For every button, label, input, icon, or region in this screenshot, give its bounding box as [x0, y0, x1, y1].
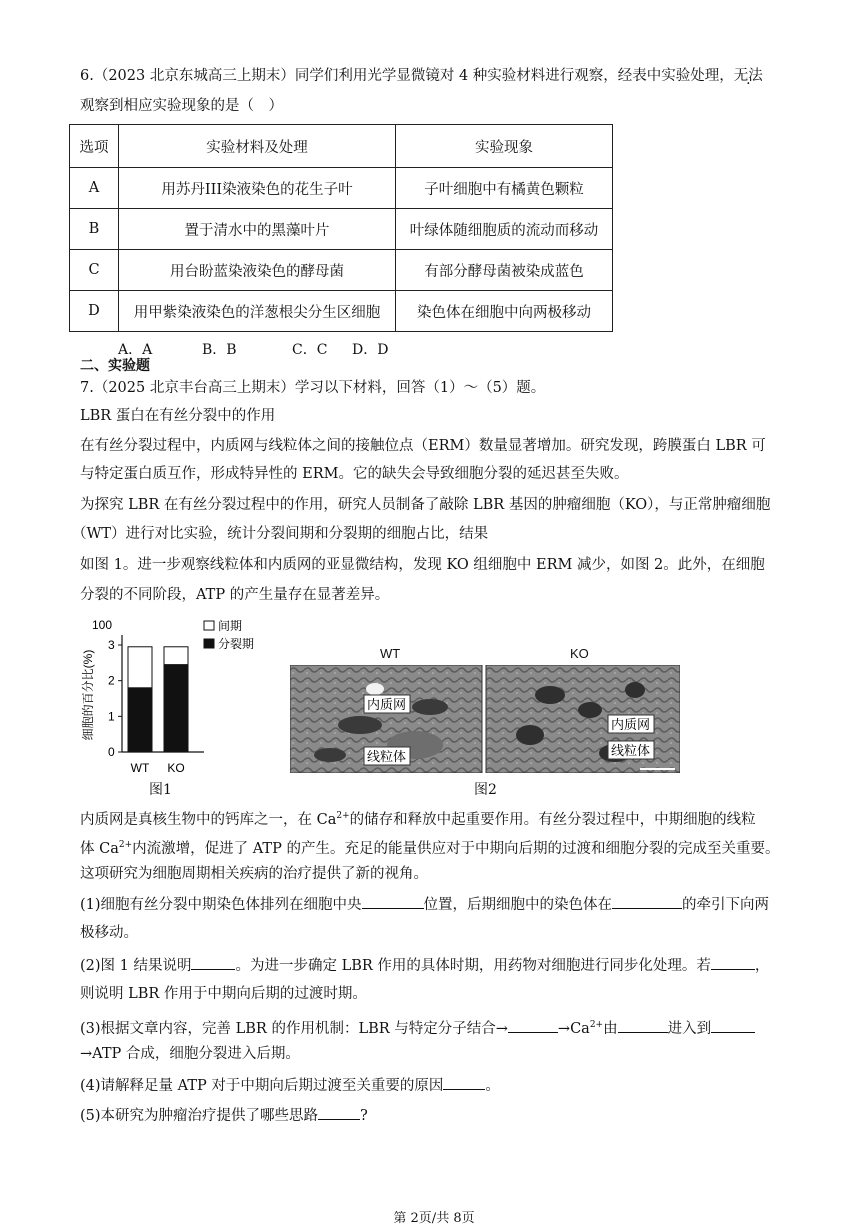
table-header-cell: 实验现象 — [396, 125, 613, 168]
table-row — [70, 250, 613, 291]
ko-mito-label: 线粒体 — [611, 744, 651, 759]
bar-division-KO — [164, 665, 188, 752]
y-tick-label: 2 — [108, 673, 115, 688]
q7-paragraph1-line1: 在有丝分裂过程中，内质网与线粒体之间的接触位点（ERM）数量显著增加。研究发现，跨膜蛋白 LBR 可 — [80, 438, 766, 454]
bar-interphase-KO — [164, 647, 188, 665]
q7-paragraph2-line1: 为探究 LBR 在有丝分裂过程中的作用，研究人员制备了敲除 LBR 基因的肿瘤细胞（KO），与正常肿瘤细胞 — [80, 497, 771, 513]
q6-choices — [118, 339, 388, 359]
table-cell: 有部分酵母菌被染成蓝色 — [396, 250, 613, 291]
choice-c[interactable]: C．C — [292, 342, 328, 358]
legend-swatch-interphase — [204, 621, 214, 630]
legend-swatch-division — [204, 639, 214, 648]
table-cell: 用台盼蓝染液染色的酵母菌 — [119, 250, 396, 291]
q7-sub2-line2: 则说明 LBR 作用于中期向后期的过渡时期。 — [80, 986, 367, 1002]
text-span: 。为进一步确定 LBR 作用的具体时期，用药物对细胞进行同步化处理。若 — [235, 958, 711, 974]
text-span: 内流激增，促进了 ATP 的产生。充足的能量供应对于中期向后期的过渡和细胞分裂的完成至关重要。 — [132, 840, 780, 857]
text-span: ? — [360, 1108, 368, 1124]
y-tick-label: 0 — [108, 745, 115, 759]
mitochondrion — [625, 682, 645, 698]
q7-sub1-line1 — [80, 894, 769, 915]
text-span: 体 Ca — [80, 840, 119, 857]
answer-blank[interactable] — [612, 894, 682, 909]
table-cell: 置于清水中的黑藻叶片 — [119, 209, 396, 250]
q7-sub1-line2: 极移动。 — [80, 925, 138, 941]
text-span: ， — [754, 958, 770, 974]
figure2-label-wt: WT — [380, 646, 401, 661]
mitochondrion — [412, 699, 448, 715]
q7-sub4 — [80, 1075, 500, 1096]
q7-paragraph4-line2 — [80, 835, 779, 859]
q7-paragraph3-line1: 如图 1。进一步观察线粒体和内质网的亚显微结构，发现 KO 组细胞中 ERM 减少，如图 2。此外，在细胞 — [80, 557, 765, 573]
text-span: →Ca — [557, 1020, 590, 1037]
q7-sub5 — [80, 1105, 368, 1126]
q7-paragraph4-line3: 这项研究为细胞周期相关疾病的治疗提供了新的视角。 — [80, 866, 428, 882]
table-header-cell: 实验材料及处理 — [119, 125, 396, 168]
q6-stem-line1 — [80, 66, 763, 86]
figure1-caption: 图1 — [149, 782, 172, 798]
q6-stem-line2: 观察到相应实验现象的是（ ） — [80, 98, 283, 114]
choice-a[interactable]: A．A — [118, 342, 153, 358]
q6-stem-emphasis: 无法 — [733, 68, 763, 84]
ko-er-label: 内质网 — [611, 718, 651, 733]
y-axis-label: 细胞的百分比(%) — [81, 649, 95, 741]
figure2-micrographs — [290, 665, 680, 773]
text-span: 内质网是真核生物中的钙库之一，在 Ca — [80, 811, 337, 828]
vesicle — [366, 683, 384, 695]
table-row — [70, 291, 613, 332]
table-cell: 染色体在细胞中向两极移动 — [396, 291, 613, 332]
text-span: 由 — [603, 1020, 618, 1037]
x-tick-label: KO — [167, 761, 185, 775]
figure2-label-ko: KO — [570, 646, 589, 661]
mitochondrion — [338, 716, 382, 734]
text-span: (4)请解释足量 ATP 对于中期向后期过渡至关重要的原因 — [80, 1078, 444, 1094]
q6-options-table — [69, 124, 613, 332]
text-span: 的牵引下向两 — [682, 897, 770, 913]
table-header-cell: 选项 — [70, 125, 119, 168]
figure2-caption: 图2 — [474, 782, 497, 798]
superscript: 2+ — [589, 1020, 604, 1030]
table-row — [70, 209, 613, 250]
y-tick-label: 3 — [108, 638, 115, 652]
table-cell: 用苏丹III染液染色的花生子叶 — [119, 168, 396, 209]
answer-blank[interactable] — [191, 955, 235, 970]
text-span: 的储存和释放中起重要作用。有丝分裂过程中，中期细胞的线粒 — [349, 811, 756, 828]
text-span: 。 — [485, 1078, 500, 1094]
y-top-label: 100 — [92, 618, 113, 632]
text-span: (2)图 1 结果说明 — [80, 958, 192, 974]
superscript: 2+ — [118, 840, 133, 850]
wt-er-label: 内质网 — [367, 698, 407, 713]
answer-blank[interactable] — [318, 1105, 360, 1120]
q7-sub2-line1 — [80, 955, 769, 976]
section-heading: 二、实验题 — [80, 358, 150, 374]
table-cell: B — [70, 209, 119, 250]
bar-interphase-WT — [128, 647, 152, 688]
answer-blank[interactable] — [711, 1018, 755, 1033]
text-span: (1)细胞有丝分裂中期染色体排列在细胞中央 — [80, 897, 362, 913]
answer-blank[interactable] — [362, 894, 424, 909]
q7-paragraph3-line2: 分裂的不同阶段，ATP 的产生量存在显著差异。 — [80, 587, 390, 603]
table-cell: D — [70, 291, 119, 332]
q7-paragraph2-line2: （WT）进行对比实验，统计分裂间期和分裂期的细胞占比，结果 — [72, 526, 489, 542]
choice-b[interactable]: B．B — [202, 342, 237, 358]
q6-stem-text: 6.（2023 北京东城高三上期末）同学们利用光学显微镜对 4 种实验材料进行观察，经表中实验处理， — [80, 68, 734, 84]
choice-d[interactable]: D．D — [352, 342, 389, 358]
text-span: (5)本研究为肿瘤治疗提供了哪些思路 — [80, 1108, 319, 1124]
table-cell: 用甲紫染液染色的洋葱根尖分生区细胞 — [119, 291, 396, 332]
table-cell: A — [70, 168, 119, 209]
legend-label-division: 分裂期 — [218, 637, 255, 651]
bar-division-WT — [128, 688, 152, 752]
text-span: (3)根据文章内容，完善 LBR 的作用机制：LBR 与特定分子结合→ — [80, 1020, 508, 1037]
answer-blank[interactable] — [711, 955, 755, 970]
y-tick-label: 1 — [108, 709, 115, 724]
q7-intro: 7.（2025 北京丰台高三上期末）学习以下材料，回答（1）～（5）题。 — [80, 380, 546, 396]
legend-label-interphase: 间期 — [218, 619, 243, 633]
table-cell: 子叶细胞中有橘黄色颗粒 — [396, 168, 613, 209]
table-row — [70, 168, 613, 209]
answer-blank[interactable] — [618, 1018, 668, 1033]
q7-paragraph1-line2: 与特定蛋白质互作，形成特异性的 ERM。它的缺失会导致细胞分裂的延迟甚至失败。 — [80, 466, 629, 482]
wt-mito-label: 线粒体 — [367, 750, 407, 765]
text-span: 进入到 — [667, 1020, 712, 1037]
answer-blank[interactable] — [508, 1018, 558, 1033]
table-cell: 叶绿体随细胞质的流动而移动 — [396, 209, 613, 250]
q7-paragraph4-line1 — [80, 806, 756, 830]
q7-sub3-line2: →ATP 合成，细胞分裂进入后期。 — [80, 1046, 300, 1062]
text-span: 位置，后期细胞中的染色体在 — [423, 897, 613, 913]
table-cell: C — [70, 250, 119, 291]
x-tick-label: WT — [130, 761, 150, 775]
q7-sub3-line1 — [80, 1015, 755, 1039]
table-header-row — [70, 125, 613, 168]
answer-blank[interactable] — [443, 1075, 485, 1090]
page-footer: 第 2页/共 8页 — [393, 1211, 475, 1226]
q7-article-title: LBR 蛋白在有丝分裂中的作用 — [80, 408, 276, 424]
mitochondrion — [578, 702, 602, 718]
mitochondrion — [314, 748, 346, 762]
mitochondrion — [535, 686, 565, 704]
figure1-bar-chart — [78, 615, 278, 785]
superscript: 2+ — [336, 811, 350, 821]
mitochondrion — [516, 725, 544, 745]
